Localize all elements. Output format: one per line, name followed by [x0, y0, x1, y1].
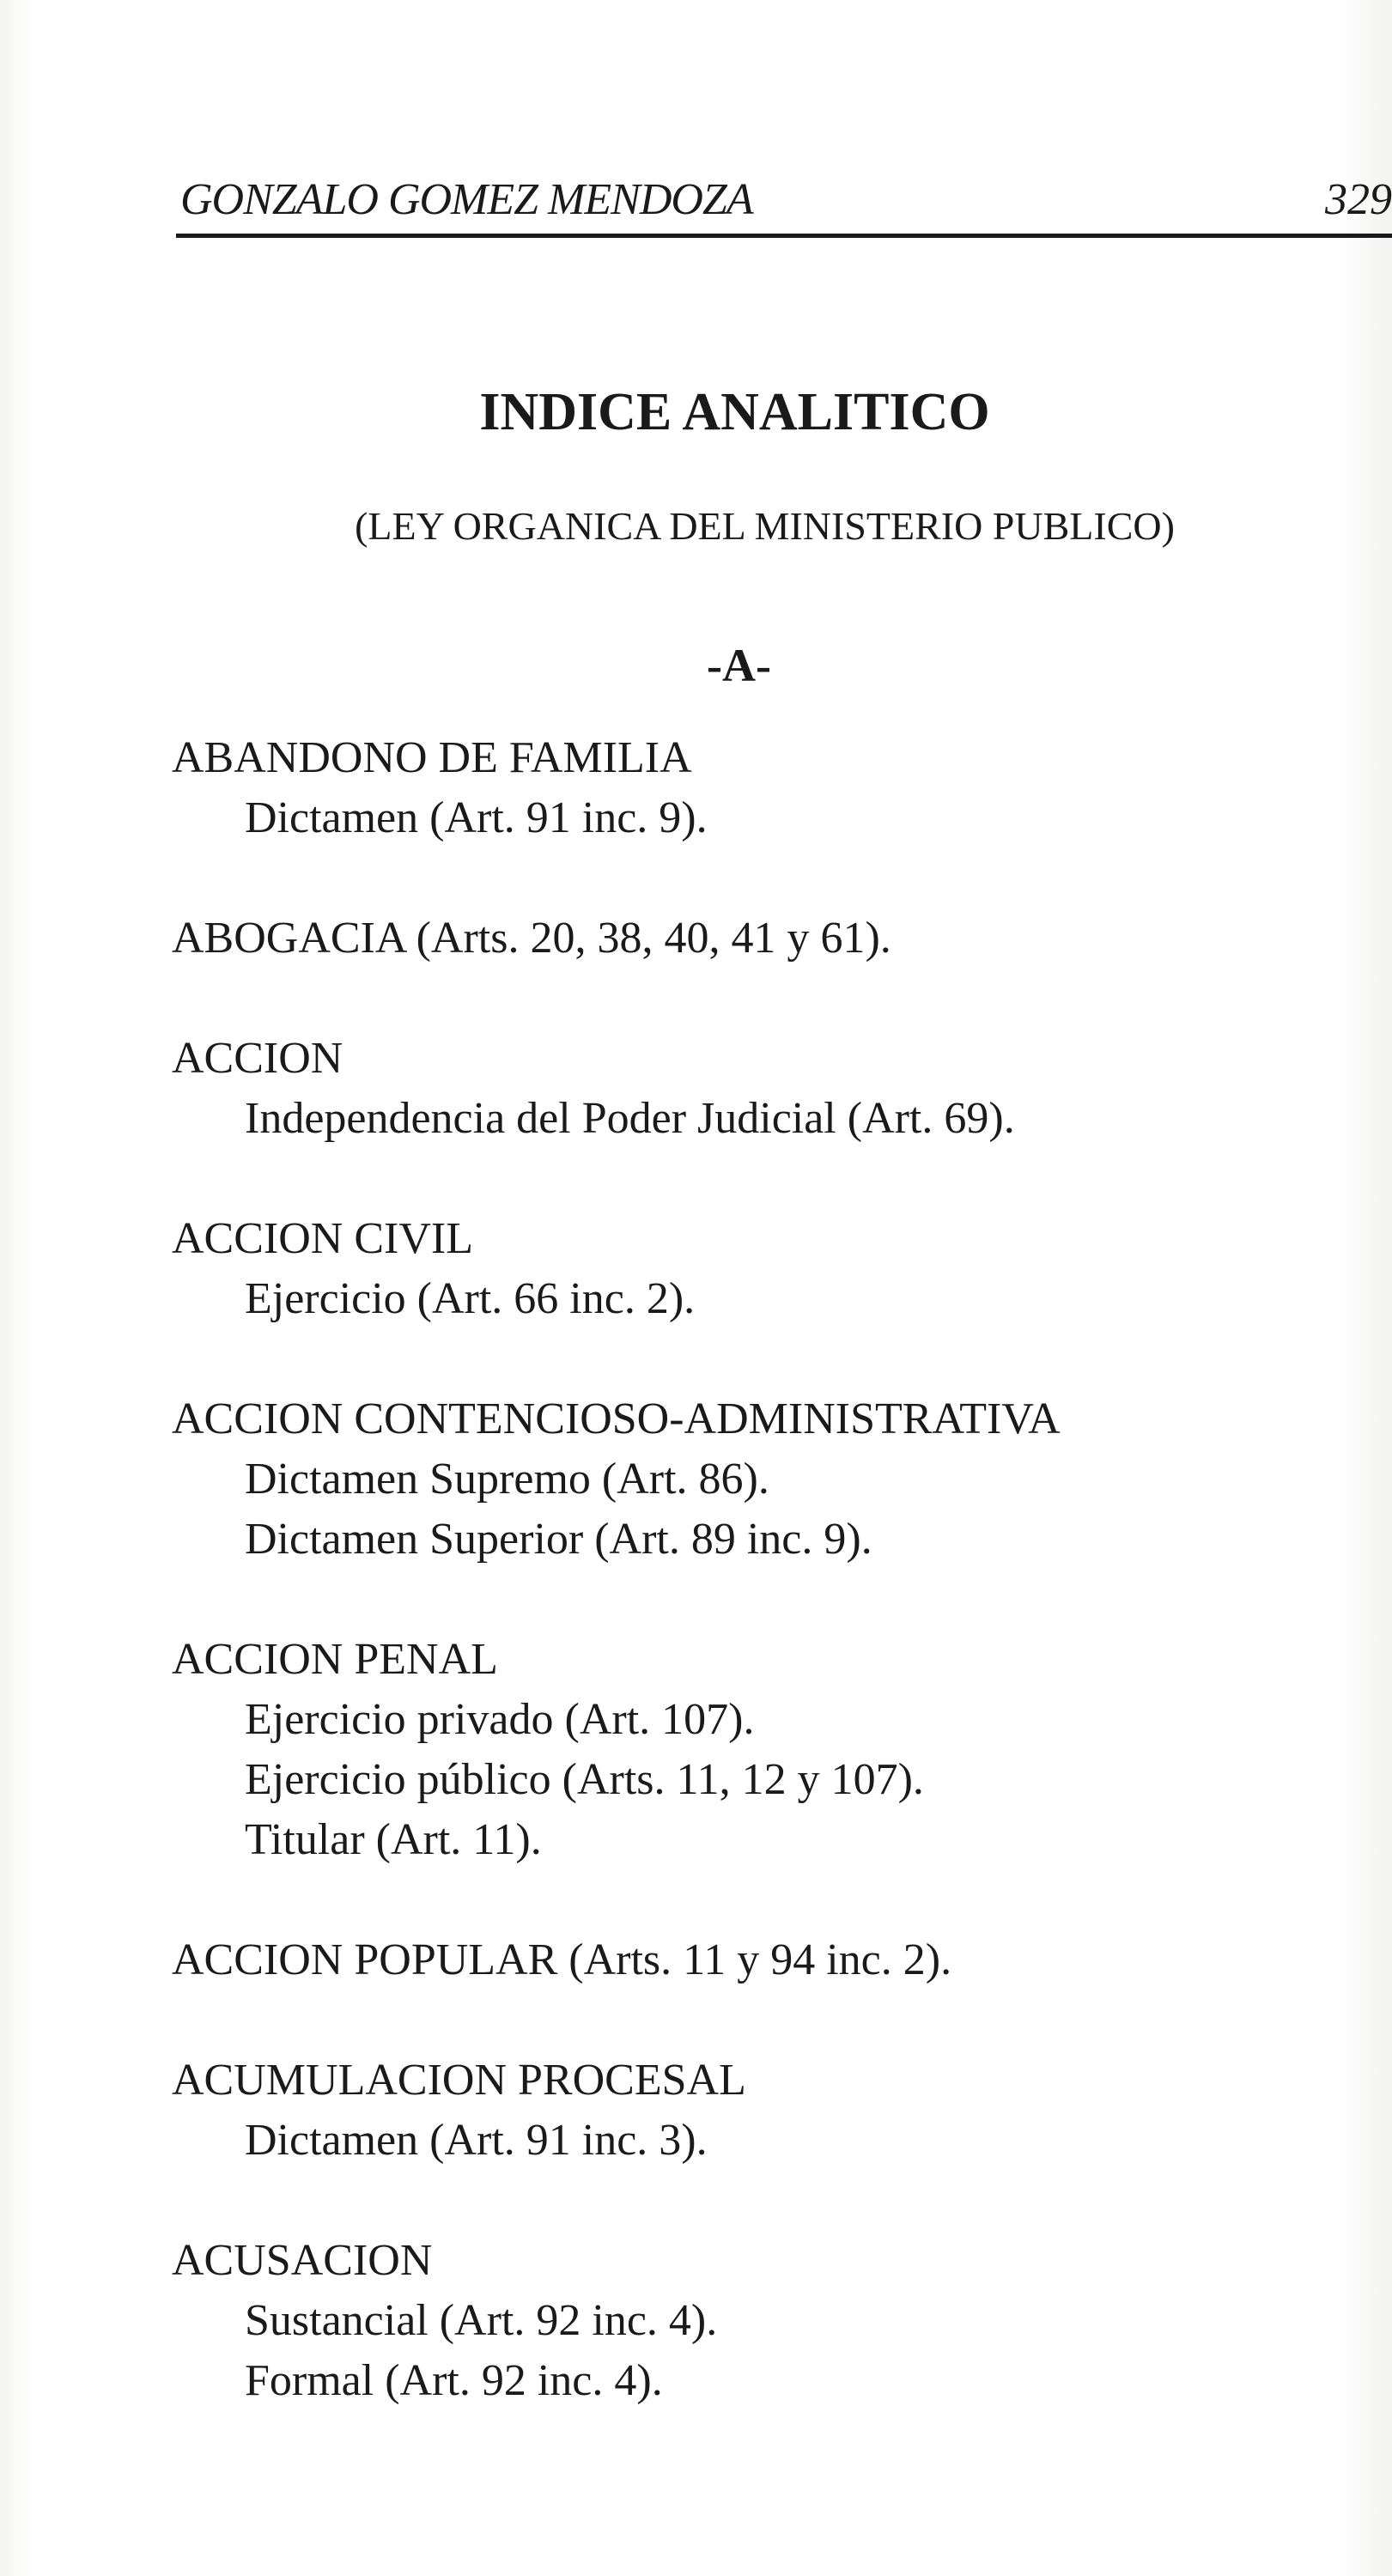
index-entry	[172, 1930, 1374, 1990]
section-letter: -A-	[707, 640, 771, 691]
index-entry	[172, 2231, 1374, 2411]
running-header	[180, 170, 1392, 239]
entry-term: ACUMULACION PROCESAL	[172, 2056, 746, 2105]
entry-subterm: Dictamen (Art. 91 inc. 3).	[245, 2116, 708, 2165]
entry-subterm: Titular (Art. 11).	[245, 1815, 542, 1864]
index-entry	[172, 1209, 1374, 1329]
entry-subterm: Formal (Art. 92 inc. 4).	[245, 2356, 663, 2405]
index-entry	[172, 2050, 1374, 2171]
entry-subterm: Ejercicio privado (Art. 107).	[245, 1695, 755, 1744]
entry-term: ACCION PENAL	[172, 1635, 498, 1684]
index-entry	[172, 1630, 1374, 1870]
entry-subterm: Independencia del Poder Judicial (Art. 69).	[245, 1094, 1015, 1143]
header-rule	[176, 234, 1392, 238]
entry-subterm: Ejercicio (Art. 66 inc. 2).	[245, 1274, 696, 1323]
entry-subterm: Dictamen Superior (Art. 89 inc. 9).	[245, 1515, 872, 1564]
index-entry	[172, 1029, 1374, 1149]
entry-term: ACCION	[172, 1034, 343, 1083]
index-entry	[172, 1389, 1374, 1570]
index-title: INDICE ANALITICO	[479, 383, 990, 441]
index-entry	[172, 728, 1374, 848]
entry-subterm: Dictamen Supremo (Art. 86).	[245, 1455, 769, 1504]
entry-term: ACCION POPULAR (Arts. 11 y 94 inc. 2).	[172, 1935, 952, 1984]
entry-subterm: Ejercicio público (Arts. 11, 12 y 107).	[245, 1755, 924, 1804]
entry-subterm: Dictamen (Art. 91 inc. 9).	[245, 793, 708, 842]
index-entries	[172, 728, 1374, 2471]
entry-subterm: Sustancial (Art. 92 inc. 4).	[245, 2296, 718, 2345]
header-author: GONZALO GOMEZ MENDOZA	[180, 175, 753, 224]
index-entry	[172, 908, 1374, 969]
page-number: 329	[1325, 175, 1392, 224]
entry-term: ACCION CONTENCIOSO-ADMINISTRATIVA	[172, 1394, 1061, 1443]
index-subtitle: (LEY ORGANICA DEL MINISTERIO PUBLICO)	[355, 504, 1175, 548]
entry-term: ABOGACIA (Arts. 20, 38, 40, 41 y 61).	[172, 914, 891, 963]
entry-term: ACCION CIVIL	[172, 1214, 473, 1263]
entry-term: ABANDONO DE FAMILIA	[172, 733, 692, 782]
entry-term: ACUSACION	[172, 2236, 433, 2285]
